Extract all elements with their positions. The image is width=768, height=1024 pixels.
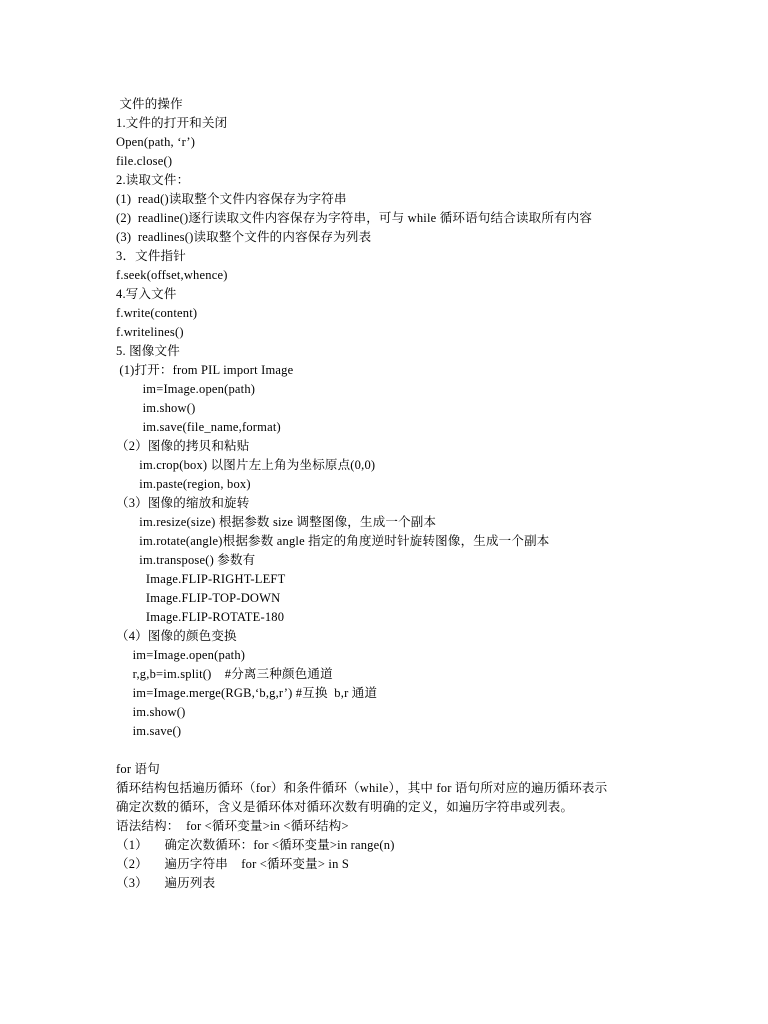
doc-title: 文件的操作	[116, 97, 183, 111]
section-heading: 1.文件的打开和关闭	[116, 116, 228, 130]
code-line: im.paste(region, box)	[116, 477, 251, 491]
code-line: im=Image.open(path)	[116, 382, 256, 396]
code-line: r,g,b=im.split() #分离三种颜色通道	[116, 667, 333, 681]
code-line: im.transpose() 参数有	[116, 553, 256, 567]
list-item: (3) readlines()读取整个文件的内容保存为列表	[116, 230, 372, 244]
code-line: f.writelines()	[116, 325, 184, 339]
code-line: im=Image.merge(RGB,‘b,g,r’) #互换 b,r 通道	[116, 686, 378, 700]
list-item: （3） 遍历列表	[116, 876, 216, 890]
paragraph-line: 循环结构包括遍历循环（for）和条件循环（while），其中 for 语句所对应的遍历循环表示	[116, 781, 608, 795]
section-heading: for 语句	[116, 762, 160, 776]
code-line: im.show()	[116, 401, 196, 415]
code-line: im.save(file_name,format)	[116, 420, 281, 434]
code-line: file.close()	[116, 154, 173, 168]
paragraph-line: 确定次数的循环，含义是循环体对循环次数有明确的定义，如遍历字符串或列表。	[116, 800, 574, 814]
list-item: （2） 遍历字符串 for <循环变量> in S	[116, 857, 349, 871]
section-heading: 4.写入文件	[116, 287, 177, 301]
code-line: Image.FLIP-RIGHT-LEFT	[116, 572, 286, 586]
code-line: im.save()	[116, 724, 182, 738]
code-line: Image.FLIP-ROTATE-180	[116, 610, 285, 624]
list-item: (2) readline()逐行读取文件内容保存为字符串，可与 while 循环语句结合读取所有内容	[116, 211, 593, 225]
code-line: Image.FLIP-TOP-DOWN	[116, 591, 281, 605]
code-line: im=Image.open(path)	[116, 648, 246, 662]
section-heading: 5. 图像文件	[116, 344, 180, 358]
section-heading: 3．文件指针	[116, 249, 186, 263]
code-line: Open(path, ‘r’)	[116, 135, 196, 149]
section-heading: 2.读取文件：	[116, 173, 190, 187]
subsection-heading: （3）图像的缩放和旋转	[116, 496, 250, 510]
code-line: f.seek(offset,whence)	[116, 268, 228, 282]
code-line: im.rotate(angle)根据参数 angle 指定的角度逆时针旋转图像，生成一个副本	[116, 534, 550, 548]
code-line: im.resize(size) 根据参数 size 调整图像，生成一个副本	[116, 515, 437, 529]
list-item: （1） 确定次数循环：for <循环变量>in range(n)	[116, 838, 395, 852]
code-line: im.crop(box) 以图片左上角为坐标原点(0,0)	[116, 458, 376, 472]
subsection-heading: （4）图像的颜色变换	[116, 629, 237, 643]
subsection-heading: (1)打开：from PIL import Image	[116, 363, 294, 377]
code-line: im.show()	[116, 705, 186, 719]
subsection-heading: （2）图像的拷贝和粘贴	[116, 439, 250, 453]
list-item: (1) read()读取整个文件内容保存为字符串	[116, 192, 347, 206]
code-line: f.write(content)	[116, 306, 198, 320]
syntax-line: 语法结构： for <循环变量>in <循环结构>	[116, 819, 349, 833]
